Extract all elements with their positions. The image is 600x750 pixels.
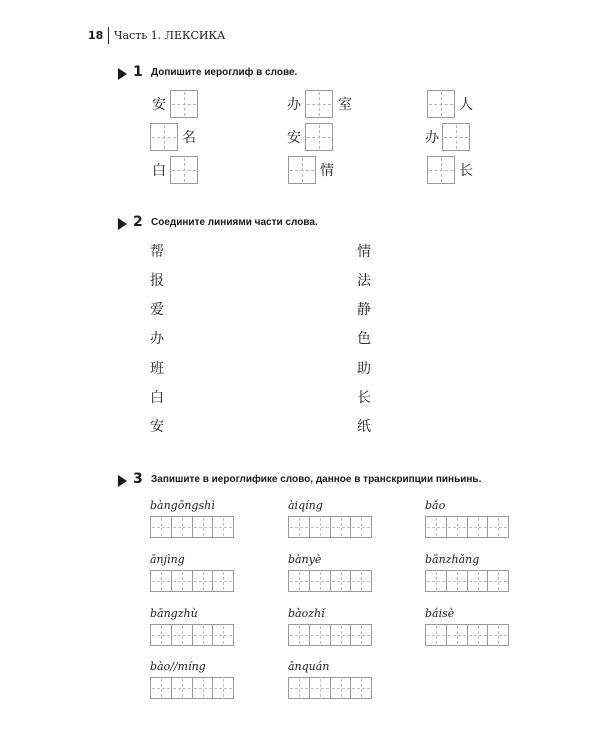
character-box[interactable] <box>170 156 198 184</box>
right-part[interactable]: 助 <box>357 361 371 377</box>
left-part[interactable]: 白 <box>150 390 164 406</box>
writing-grid[interactable] <box>288 677 372 699</box>
pinyin-label: bàozhǐ <box>288 607 325 620</box>
left-part[interactable]: 班 <box>150 361 164 377</box>
hanzi: 办 <box>425 130 439 146</box>
writing-grid[interactable] <box>150 516 234 538</box>
pinyin-label: bānzhǎng <box>425 553 480 566</box>
writing-grid[interactable] <box>150 677 234 699</box>
writing-grid[interactable] <box>425 624 509 646</box>
pinyin-label: bào//míng <box>150 660 206 673</box>
play-arrow-icon <box>118 218 127 230</box>
pinyin-label: bǎo <box>425 499 446 512</box>
page-number: 18 <box>88 29 104 42</box>
right-part[interactable]: 情 <box>357 244 371 260</box>
character-box[interactable] <box>427 156 455 184</box>
play-arrow-icon <box>118 475 127 487</box>
hanzi: 白 <box>152 163 166 179</box>
hanzi: 情 <box>320 163 334 179</box>
left-part[interactable]: 安 <box>150 419 164 435</box>
right-part[interactable]: 长 <box>357 390 371 406</box>
character-box[interactable] <box>288 156 316 184</box>
hanzi: 长 <box>459 163 473 179</box>
character-box[interactable] <box>305 90 333 118</box>
hanzi: 名 <box>182 130 196 146</box>
left-part[interactable]: 帮 <box>150 244 164 260</box>
hanzi: 安 <box>287 130 301 146</box>
pinyin-label: bàngōngshì <box>150 499 215 512</box>
pinyin-label: bànyè <box>288 553 322 566</box>
character-box[interactable] <box>427 90 455 118</box>
pinyin-label: àiqíng <box>288 499 323 512</box>
writing-grid[interactable] <box>288 624 372 646</box>
writing-grid[interactable] <box>150 624 234 646</box>
task-instruction: Соедините линиями части слова. <box>151 217 318 228</box>
writing-grid[interactable] <box>425 516 509 538</box>
task-instruction: Запишите в иероглифике слово, данное в транскрипции пиньинь. <box>151 474 482 485</box>
pinyin-label: ānquán <box>288 660 330 673</box>
header-divider <box>108 27 109 44</box>
hanzi: 安 <box>152 97 166 113</box>
left-part[interactable]: 爱 <box>150 302 164 318</box>
character-box[interactable] <box>150 123 178 151</box>
pinyin-label: báisè <box>425 607 455 620</box>
task-instruction: Допишите иероглиф в слове. <box>151 67 298 78</box>
writing-grid[interactable] <box>288 516 372 538</box>
character-box[interactable] <box>305 123 333 151</box>
pinyin-label: ānjìng <box>150 553 185 566</box>
pinyin-label: bāngzhù <box>150 607 198 620</box>
hanzi: 室 <box>338 97 352 113</box>
task-number: 2 <box>133 214 143 230</box>
writing-grid[interactable] <box>150 570 234 592</box>
hanzi: 办 <box>287 97 301 113</box>
right-part[interactable]: 色 <box>357 331 371 347</box>
character-box[interactable] <box>170 90 198 118</box>
left-part[interactable]: 报 <box>150 273 164 289</box>
section-title: Часть 1. ЛЕКСИКА <box>114 29 226 42</box>
task-number: 1 <box>133 64 143 80</box>
task-number: 3 <box>133 471 143 487</box>
writing-grid[interactable] <box>288 570 372 592</box>
character-box[interactable] <box>442 123 470 151</box>
hanzi: 人 <box>459 97 473 113</box>
right-part[interactable]: 纸 <box>357 419 371 435</box>
right-part[interactable]: 法 <box>357 273 371 289</box>
left-part[interactable]: 办 <box>150 331 164 347</box>
play-arrow-icon <box>118 68 127 80</box>
writing-grid[interactable] <box>425 570 509 592</box>
right-part[interactable]: 静 <box>357 302 371 318</box>
